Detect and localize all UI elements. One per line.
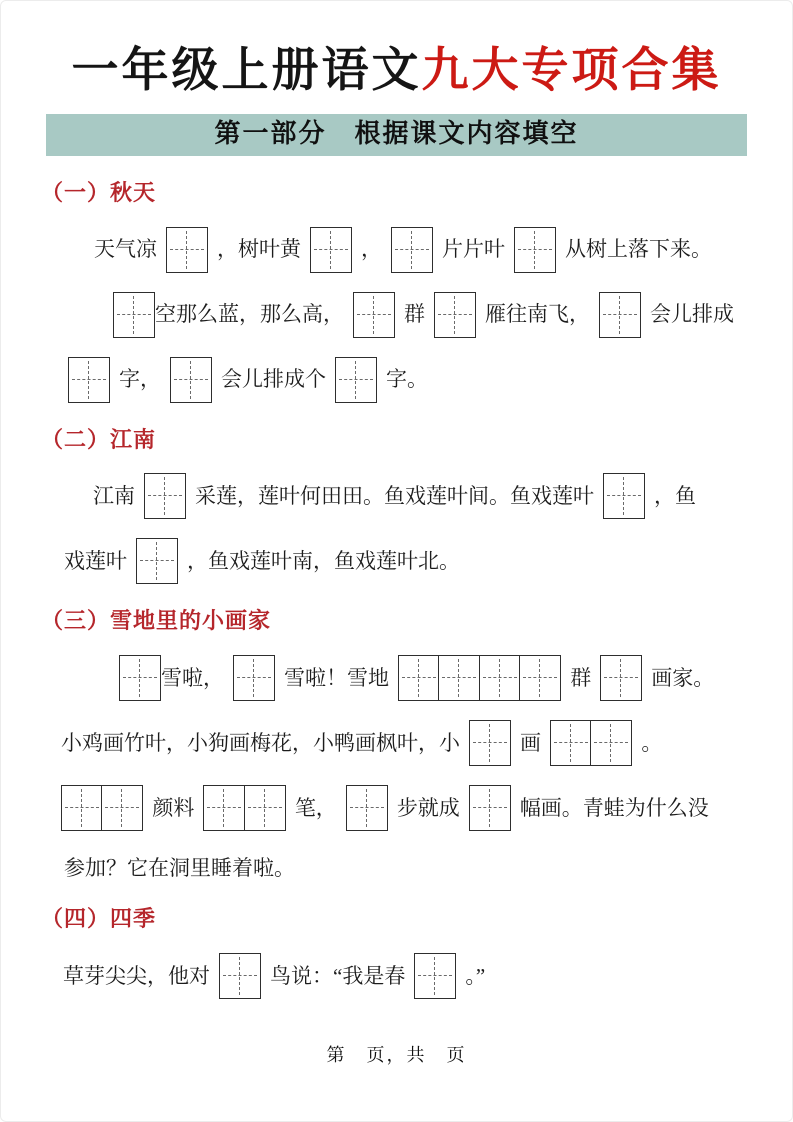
line-text: 字， bbox=[119, 367, 161, 392]
line-text: 笔， bbox=[294, 795, 337, 820]
line-text: 群 bbox=[404, 302, 425, 327]
tianzige-group bbox=[166, 227, 208, 273]
line-text: 空那么蓝，那么高， bbox=[155, 302, 344, 327]
tianzige-group bbox=[469, 785, 511, 831]
part-banner bbox=[46, 114, 747, 156]
tianzige-group bbox=[203, 785, 285, 831]
tianzige-box bbox=[203, 785, 245, 831]
fill-line bbox=[41, 292, 752, 338]
tianzige-group bbox=[170, 357, 212, 403]
tianzige-box bbox=[519, 655, 561, 701]
section-heading: （三）雪地里的小画家 bbox=[41, 608, 272, 634]
line-text: 字。 bbox=[386, 367, 428, 392]
page-footer-text: 第 页，共 页 bbox=[326, 1044, 467, 1065]
tianzige-group bbox=[434, 292, 476, 338]
tianzige-box bbox=[469, 720, 511, 766]
section bbox=[41, 179, 752, 403]
tianzige-box bbox=[335, 357, 377, 403]
section bbox=[41, 426, 752, 585]
fill-line bbox=[41, 655, 752, 701]
tianzige-group bbox=[144, 473, 186, 519]
tianzige-group bbox=[414, 953, 456, 999]
tianzige-group bbox=[136, 538, 178, 584]
page-footer bbox=[1, 1041, 792, 1067]
tianzige-group bbox=[310, 227, 352, 273]
line-text: 会儿排成 bbox=[650, 302, 734, 327]
line-text: 从树上落下来。 bbox=[565, 237, 712, 262]
fill-line bbox=[41, 953, 752, 999]
tianzige-group bbox=[335, 357, 377, 403]
tianzige-group bbox=[346, 785, 388, 831]
tianzige-group bbox=[603, 473, 645, 519]
tianzige-box bbox=[600, 655, 642, 701]
fill-line bbox=[41, 538, 752, 584]
line-text: 戏莲叶 bbox=[64, 549, 127, 573]
tianzige-box bbox=[136, 538, 178, 584]
tianzige-box bbox=[166, 227, 208, 273]
tianzige-group bbox=[514, 227, 556, 273]
tianzige-box bbox=[244, 785, 286, 831]
tianzige-group bbox=[113, 292, 155, 338]
line-text: 。” bbox=[465, 963, 486, 988]
line-text: 采莲，莲叶何田田。鱼戏莲叶间。鱼戏莲叶 bbox=[195, 484, 594, 508]
tianzige-box bbox=[101, 785, 143, 831]
line-text: 会儿排成个 bbox=[221, 367, 326, 392]
line-text: 江南 bbox=[93, 484, 135, 508]
tianzige-box bbox=[479, 655, 521, 701]
line-text: ， bbox=[361, 237, 382, 262]
line-text: 雪啦！雪地 bbox=[284, 665, 389, 690]
line-text: 雪啦， bbox=[161, 665, 224, 690]
tianzige-group bbox=[119, 655, 161, 701]
tianzige-box bbox=[310, 227, 352, 273]
page-title bbox=[1, 43, 792, 99]
tianzige-group bbox=[599, 292, 641, 338]
line-text: 群 bbox=[570, 665, 592, 690]
tianzige-box bbox=[434, 292, 476, 338]
fill-line bbox=[41, 473, 752, 519]
tianzige-group bbox=[219, 953, 261, 999]
tianzige-box bbox=[550, 720, 592, 766]
fill-line bbox=[41, 854, 752, 882]
tianzige-box bbox=[219, 953, 261, 999]
line-text: 颜料 bbox=[152, 795, 195, 820]
line-text: 步就成 bbox=[396, 795, 460, 820]
tianzige-group bbox=[233, 655, 275, 701]
tianzige-box bbox=[68, 357, 110, 403]
tianzige-box bbox=[398, 655, 440, 701]
tianzige-box bbox=[514, 227, 556, 273]
tianzige-group bbox=[353, 292, 395, 338]
tianzige-box bbox=[599, 292, 641, 338]
line-text: 小鸡画竹叶，小狗画梅花，小鸭画枫叶，小 bbox=[61, 730, 460, 755]
line-text: ，鱼 bbox=[654, 484, 696, 508]
tianzige-group bbox=[391, 227, 433, 273]
section bbox=[41, 607, 752, 882]
tianzige-box bbox=[603, 473, 645, 519]
tianzige-group bbox=[469, 720, 511, 766]
sections bbox=[1, 179, 792, 999]
line-text: 鸟说：“我是春 bbox=[270, 963, 406, 988]
fill-line bbox=[41, 357, 752, 403]
tianzige-box bbox=[590, 720, 632, 766]
line-text: ，树叶黄 bbox=[217, 237, 301, 262]
section-heading: （一）秋天 bbox=[41, 179, 157, 205]
line-text: 。 bbox=[641, 730, 663, 755]
line-text: 参加？它在洞里睡着啦。 bbox=[64, 855, 295, 880]
tianzige-box bbox=[170, 357, 212, 403]
section-heading: （二）江南 bbox=[41, 426, 157, 452]
line-text: 画 bbox=[520, 730, 541, 755]
part-banner-text: 第一部分 根据课文内容填空 bbox=[214, 119, 579, 149]
tianzige-box bbox=[119, 655, 161, 701]
tianzige-box bbox=[113, 292, 155, 338]
line-text: 幅画。青蛙为什么没 bbox=[519, 795, 709, 820]
tianzige-box bbox=[391, 227, 433, 273]
fill-line bbox=[41, 720, 752, 766]
line-text: 草芽尖尖，他对 bbox=[63, 963, 210, 988]
fill-line bbox=[41, 785, 752, 831]
tianzige-box bbox=[353, 292, 395, 338]
tianzige-box bbox=[144, 473, 186, 519]
tianzige-group bbox=[398, 655, 561, 701]
tianzige-box bbox=[233, 655, 275, 701]
line-text: 天气凉 bbox=[94, 237, 157, 262]
tianzige-box bbox=[438, 655, 480, 701]
tianzige-group bbox=[600, 655, 642, 701]
line-text: 画家。 bbox=[651, 665, 715, 690]
page-title-red: 九大专项合集 bbox=[421, 45, 722, 97]
line-text: 雁往南飞， bbox=[485, 302, 590, 327]
tianzige-box bbox=[414, 953, 456, 999]
tianzige-box bbox=[61, 785, 103, 831]
tianzige-box bbox=[346, 785, 388, 831]
section-heading: （四）四季 bbox=[41, 906, 157, 932]
tianzige-group bbox=[61, 785, 143, 831]
tianzige-group bbox=[550, 720, 632, 766]
fill-line bbox=[41, 227, 752, 273]
line-text: 片片叶 bbox=[442, 237, 505, 262]
section bbox=[41, 905, 752, 999]
line-text: ，鱼戏莲叶南，鱼戏莲叶北。 bbox=[187, 549, 460, 573]
tianzige-group bbox=[68, 357, 110, 403]
tianzige-box bbox=[469, 785, 511, 831]
page-title-black: 一年级上册语文 bbox=[71, 45, 422, 97]
